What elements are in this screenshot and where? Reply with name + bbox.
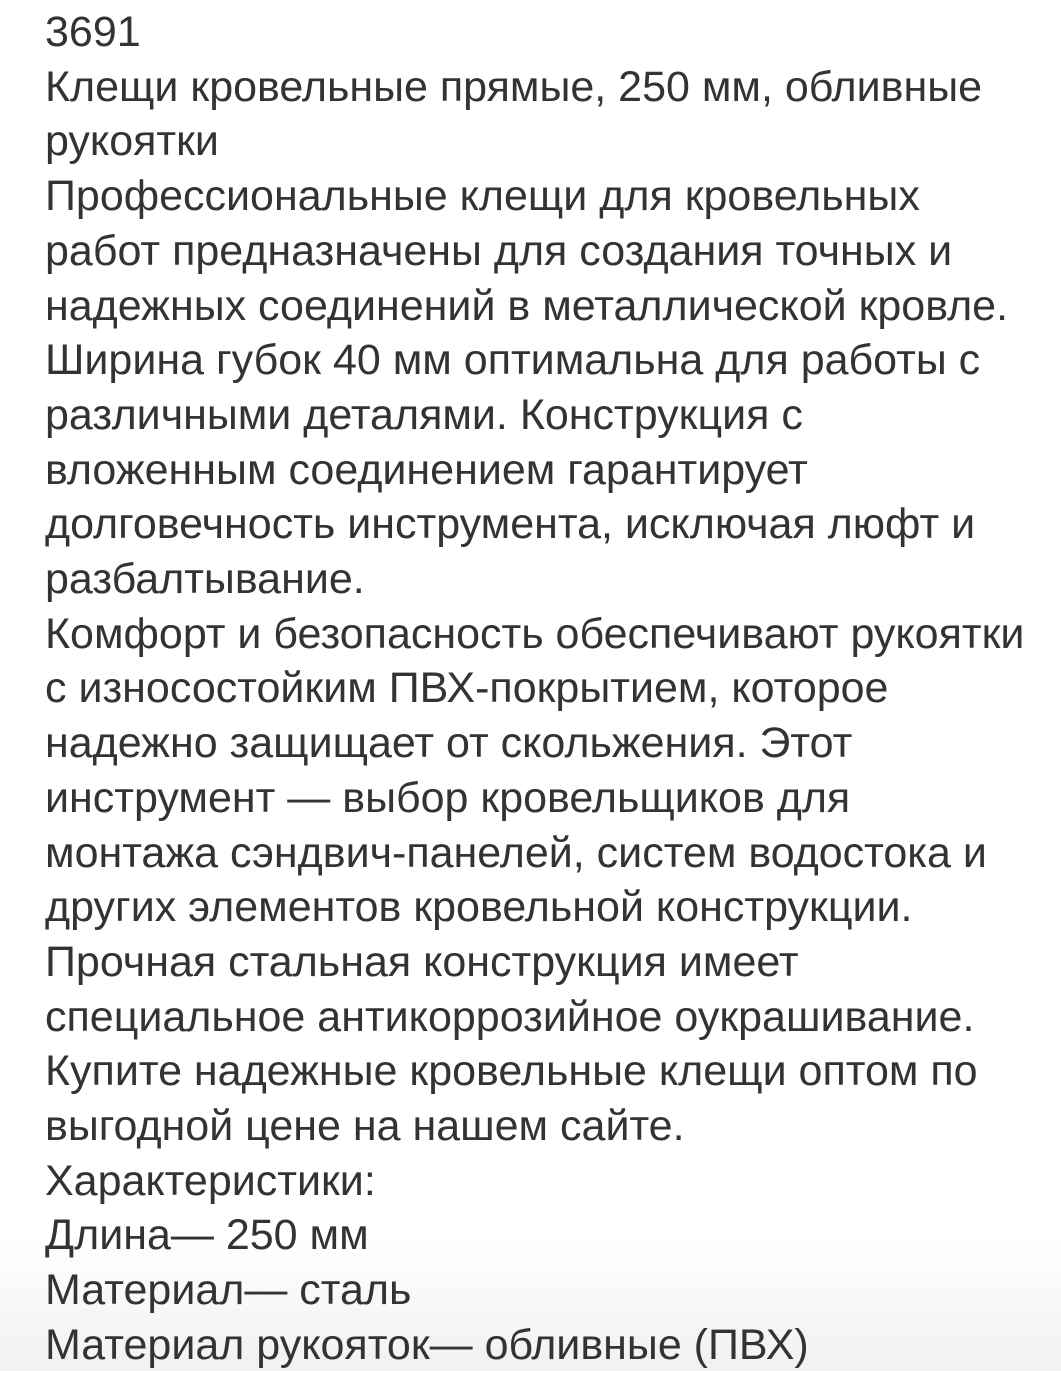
- description-line: Профессиональные клещи для кровельных: [45, 172, 920, 221]
- description-line: надежно защищает от скольжения. Этот: [45, 719, 853, 768]
- description-line: специальное антикоррозийное оукрашивание.: [45, 992, 975, 1041]
- description-line: инструмент — выбор кровельщиков для: [45, 773, 851, 822]
- product-title-line-2: рукоятки: [45, 117, 219, 166]
- description-line: выгодной цене на нашем сайте.: [45, 1102, 685, 1151]
- description-line: различными деталями. Конструкция с: [45, 390, 803, 439]
- spec-length-line: Длина— 250 мм: [45, 1211, 369, 1260]
- description-line: разбалтывание.: [45, 555, 365, 604]
- description-line: Комфорт и безопасность обеспечивают рукоятки: [45, 609, 1025, 658]
- characteristics-heading: Характеристики:: [45, 1156, 376, 1205]
- product-code: 3691: [45, 8, 141, 56]
- spec-handle-material-line: Материал рукояток— обливные (ПВХ): [45, 1320, 809, 1369]
- description-line: Ширина губок 40 мм оптимальна для работы с: [45, 336, 981, 385]
- spec-material-line: Материал— сталь: [45, 1266, 412, 1315]
- description-line: монтажа сэндвич-панелей, систем водостока и: [45, 828, 987, 877]
- description-line: долговечность инструмента, исключая люфт и: [45, 500, 976, 549]
- description-line: Прочная стальная конструкция имеет: [45, 937, 799, 986]
- description-line: вложенным соединением гарантирует: [45, 445, 808, 494]
- description-line: других элементов кровельной конструкции.: [45, 883, 913, 932]
- description-line: Купите надежные кровельные клещи оптом по: [45, 1047, 978, 1096]
- description-line: работ предназначены для создания точных и: [45, 226, 953, 275]
- description-line: надежных соединений в металлической кровле.: [45, 281, 1009, 330]
- product-title-line-1: Клещи кровельные прямые, 250 мм, обливные: [45, 62, 983, 111]
- description-line: с износостойким ПВХ-покрытием, которое: [45, 664, 889, 713]
